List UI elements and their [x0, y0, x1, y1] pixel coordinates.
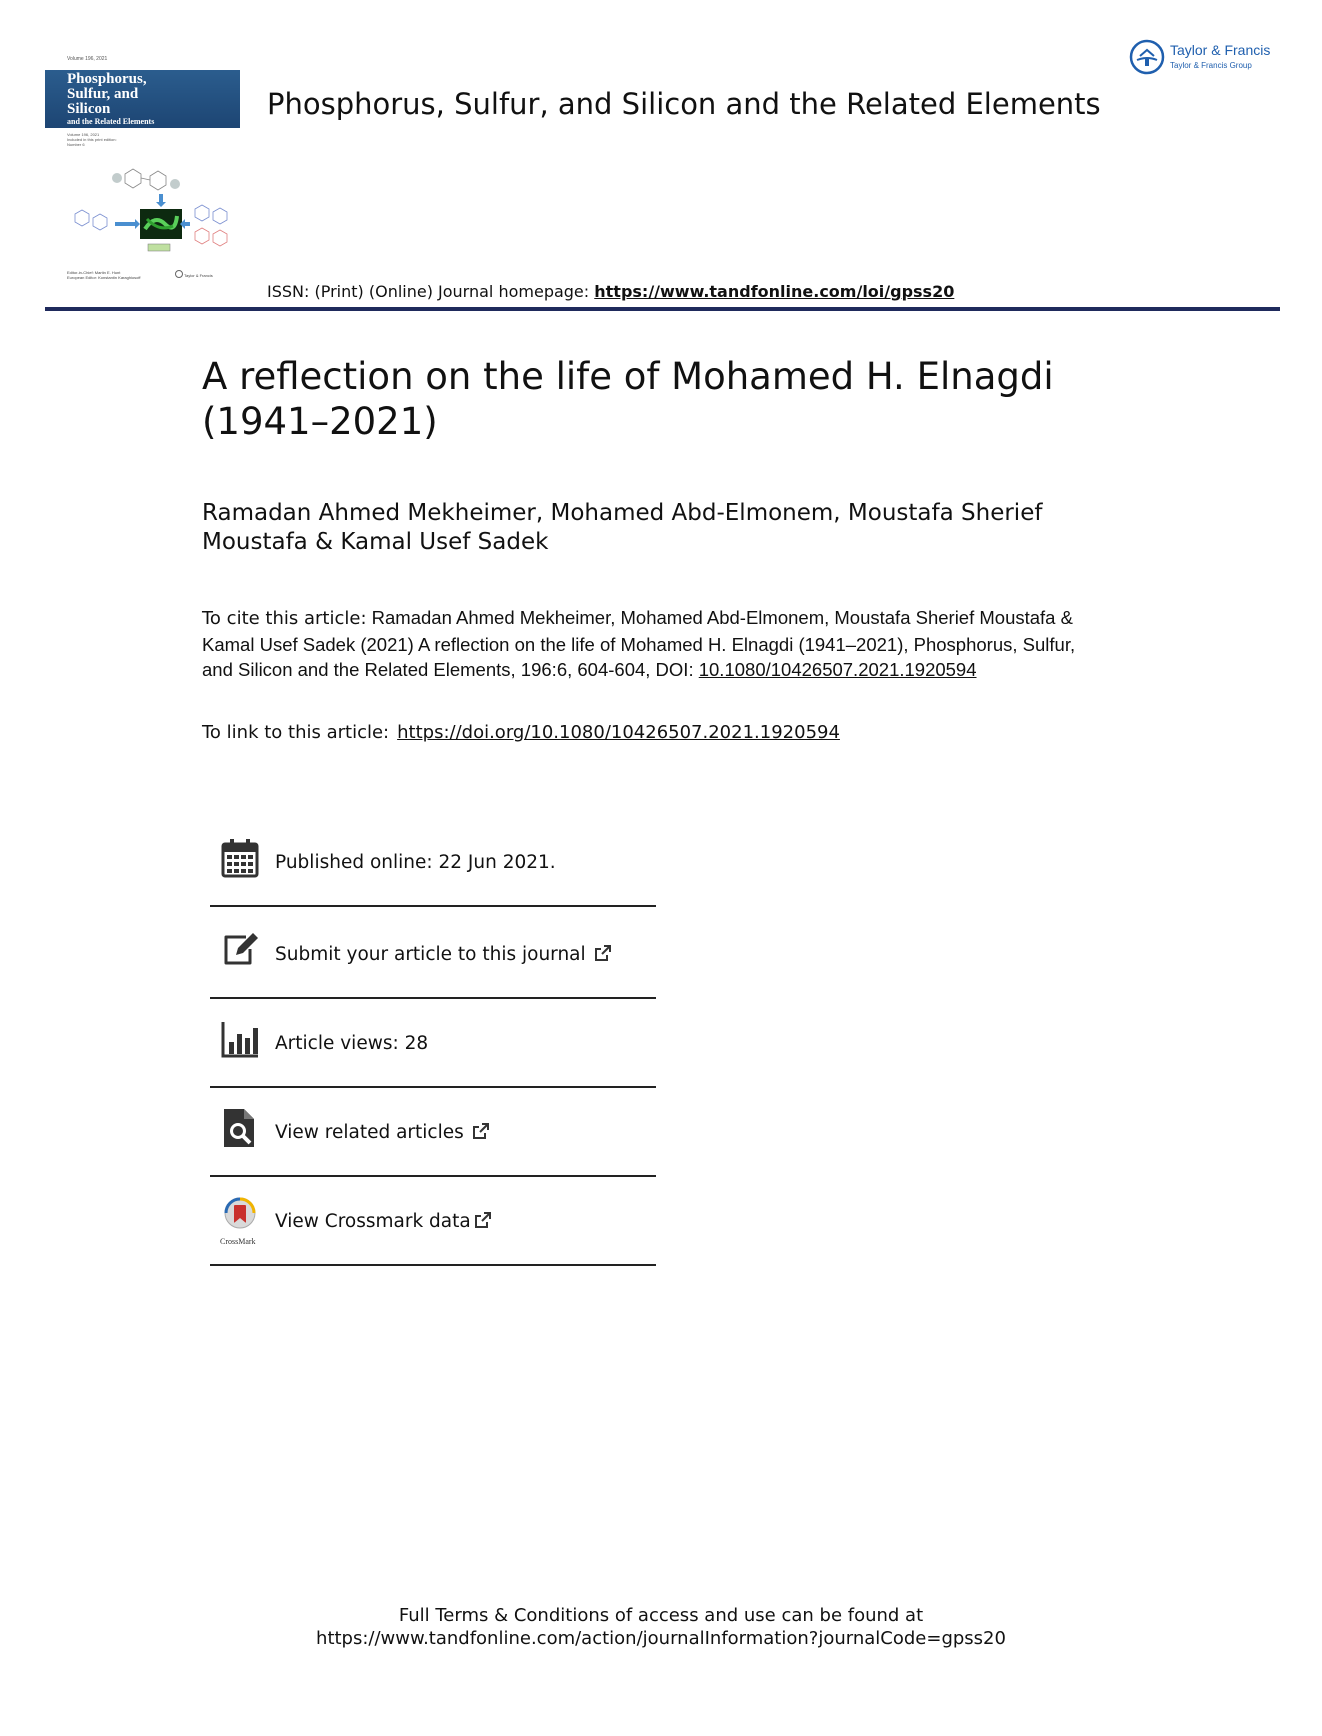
journal-homepage-link[interactable]: https://www.tandfonline.com/loi/gpss20	[594, 282, 955, 301]
taylor-francis-logo-icon	[1128, 38, 1166, 76]
article-title: A reflection on the life of Mohamed H. Elnagdi (1941–2021)	[202, 355, 1054, 443]
related-articles-row[interactable]	[210, 1085, 656, 1177]
crossmark-icon	[220, 1196, 260, 1238]
submit-article-link[interactable]: Submit your article to this journal	[275, 944, 586, 965]
publisher-group: Taylor & Francis Group	[1170, 61, 1252, 70]
related-articles-link[interactable]: View related articles	[275, 1122, 464, 1143]
crossmark-row[interactable]	[210, 1174, 656, 1266]
issn-label: ISSN: (Print) (Online) Journal homepage:	[267, 282, 595, 301]
journal-title: Phosphorus, Sulfur, and Silicon and the Related Elements	[267, 87, 1101, 121]
article-doi-url[interactable]: https://doi.org/10.1080/10426507.2021.1920594	[397, 722, 840, 743]
terms-footer	[0, 1604, 1322, 1650]
cover-notes: Volume 196, 2021 Included in this print edition: Number 6	[67, 132, 117, 147]
bar-chart-icon	[220, 1018, 260, 1060]
crossmark-logo-text: CrossMark	[220, 1237, 256, 1246]
cover-volume: Volume 196, 2021	[67, 56, 108, 62]
cover-publisher-logo: Taylor & Francis	[175, 270, 213, 278]
external-link-icon	[474, 1211, 492, 1229]
cover-title: Phosphorus, Sulfur, and Silicon	[67, 71, 147, 117]
issn-line	[267, 282, 954, 301]
citation-label: To cite this article:	[202, 608, 367, 629]
article-authors: Ramadan Ahmed Mekheimer, Mohamed Abd-Elmonem, Moustafa Sherief Moustafa & Kamal Usef Sadek	[202, 500, 1043, 555]
citation-text: Ramadan Ahmed Mekheimer, Mohamed Abd-Elmonem, Moustafa Sherief Moustafa & Kamal Usef Sadek (2021) A reflection on the life of Mohamed H. Elnagdi (1941–2021), Phosphorus, Sulfur, and Silicon and the Related Elements, 196:6, 604-604, DOI:	[202, 607, 1076, 680]
published-online-text: Published online: 22 Jun 2021.	[275, 852, 556, 873]
cover-subtitle: and the Related Elements	[67, 117, 155, 126]
header-divider	[45, 307, 1280, 311]
external-link-icon	[594, 944, 612, 962]
citation	[202, 605, 1102, 683]
terms-text: Full Terms & Conditions of access and use can be found at	[398, 1605, 924, 1626]
external-link-icon	[472, 1122, 490, 1140]
document-search-icon	[220, 1107, 260, 1149]
citation-doi-link[interactable]: 10.1080/10426507.2021.1920594	[698, 659, 977, 680]
submit-article-row[interactable]	[210, 907, 656, 999]
terms-url[interactable]: https://www.tandfonline.com/action/journalInformation?journalCode=gpss20	[316, 1628, 1006, 1649]
crossmark-link[interactable]: View Crossmark data	[275, 1211, 471, 1232]
edit-icon	[220, 929, 260, 971]
article-views-text: Article views: 28	[275, 1033, 429, 1054]
published-online-row	[210, 815, 656, 907]
cover-editors: Editor-in-Chief: Martin E. Hunt European Editor: Konstantin Karaghiosoff	[67, 270, 141, 280]
calendar-icon	[220, 837, 260, 879]
journal-cover	[45, 54, 240, 282]
article-link	[202, 722, 840, 743]
cover-molecule-image	[55, 164, 240, 254]
article-views-row	[210, 996, 656, 1088]
article-link-label: To link to this article:	[202, 722, 390, 743]
publisher-name: Taylor & Francis	[1170, 42, 1271, 58]
